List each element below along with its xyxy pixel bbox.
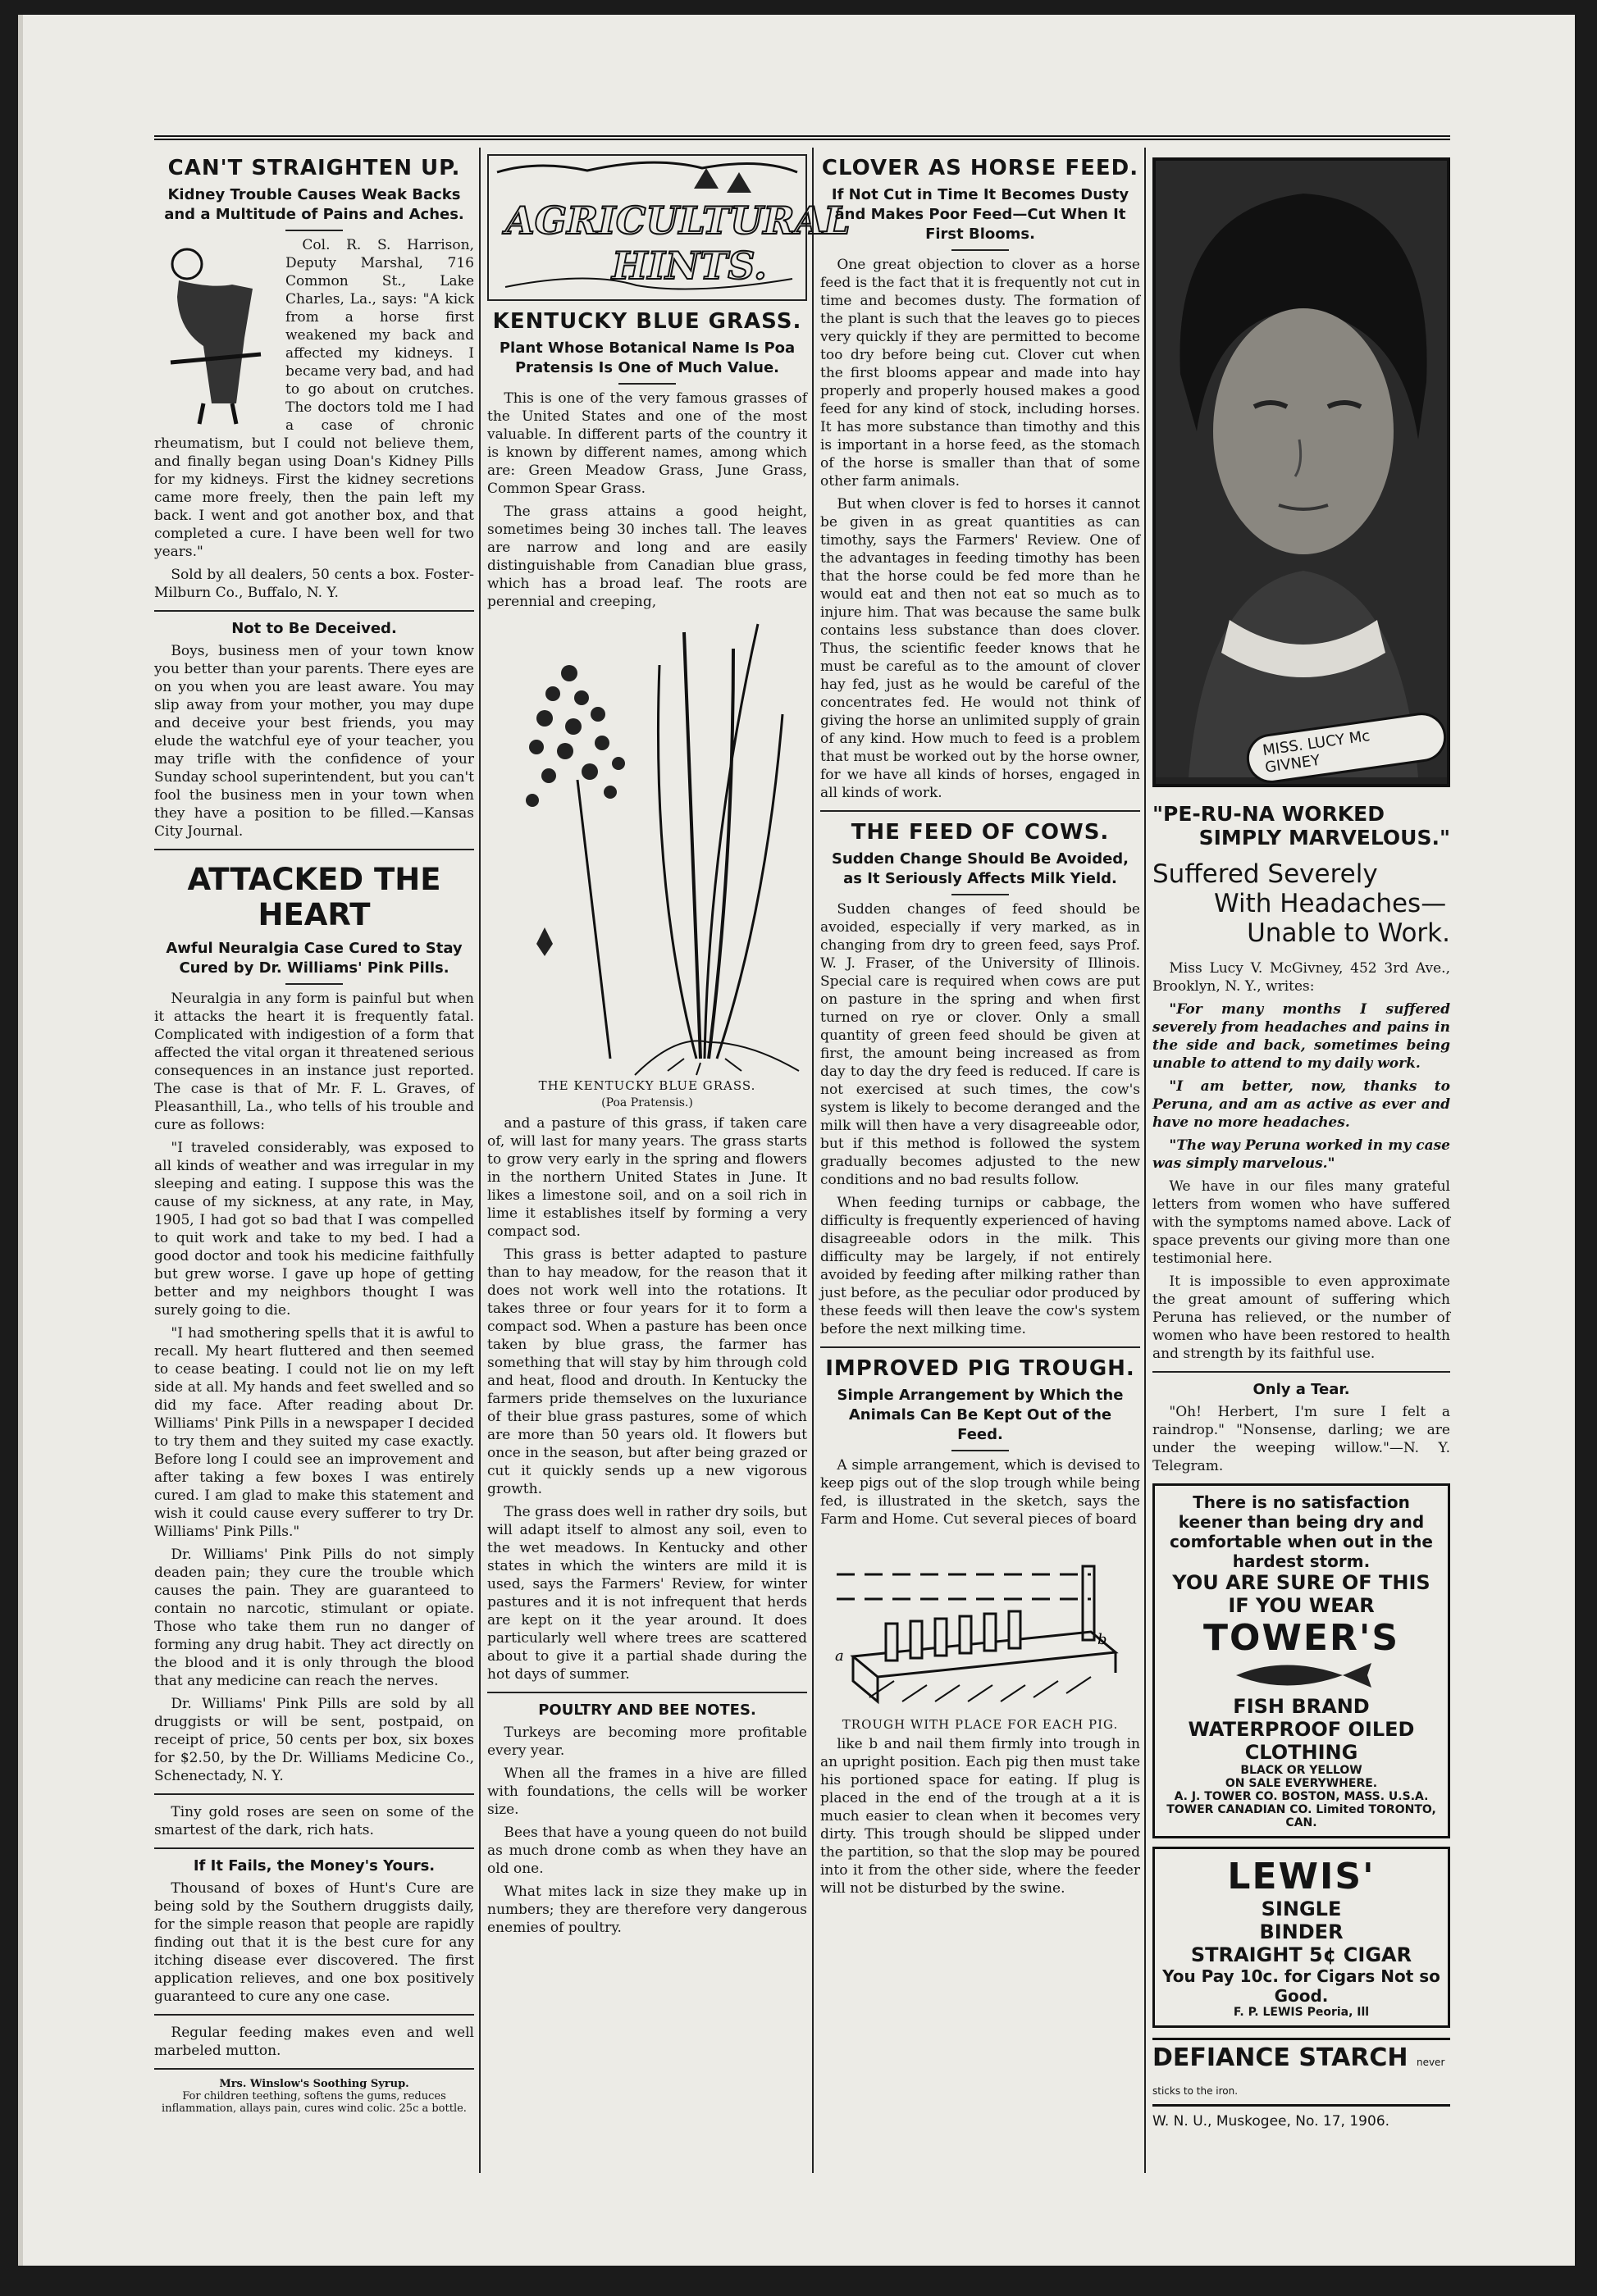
pig-trough-illustration — [820, 1533, 1140, 1714]
product-name: BINDER — [1259, 1920, 1344, 1943]
item-text: Tiny gold roses are seen on some of the smartest of the dark, rich hats. — [154, 1804, 474, 1838]
article-title: CAN'T STRAIGHTEN UP. — [167, 156, 461, 180]
divider — [154, 1847, 474, 1849]
ad-slogan: You Pay 10c. for Cigars Not so Good. — [1162, 1966, 1440, 2006]
product-name: SINGLE — [1261, 1897, 1342, 1920]
ad-paragraph: Dr. Williams' Pink Pills are sold by all druggists or will be sent, postpaid, on receipt of price, 50 cents per box, six boxes for $2.50, by the Dr. Williams Medicine Co., Schenectady, N. Y. — [154, 1696, 474, 1784]
company-name: A. J. TOWER CO. BOSTON, MASS. U.S.A. TOWER CANADIAN CO. Limited TORONTO, CAN. — [1166, 1790, 1436, 1829]
agricultural-hints-logo — [487, 154, 851, 301]
portrait-photo — [1152, 157, 1450, 787]
ad-subheadline: Suffered Severely — [1152, 859, 1378, 889]
article-subtitle: If Not Cut in Time It Becomes Dusty and Makes Poor Feed—Cut When It First Blooms. — [831, 186, 1129, 243]
divider — [1152, 1371, 1450, 1373]
article-subtitle: Simple Arrangement by Which the Animals Can Be Kept Out of the Feed. — [837, 1387, 1124, 1443]
column-2 — [487, 148, 851, 2173]
ad-paragraph: Miss Lucy V. McGivney, 452 3rd Ave., Brooklyn, N. Y., writes: — [1152, 960, 1450, 995]
ad-headline: SIMPLY MARVELOUS." — [1198, 826, 1450, 850]
figure-caption: THE KENTUCKY BLUE GRASS. — [538, 1078, 756, 1093]
ad-paragraph: Dr. Williams' Pink Pills do not simply deaden pain; they cure the trouble which causes the pain. They are guaranteed to contain no narcotic, stimulant or opiate. Those who take them run no danger of forming any drug habit. They act directly on the blood and it is only through the blood that any medicine can reach the nerves. — [154, 1547, 474, 1689]
column-rule — [479, 148, 481, 2173]
divider — [951, 894, 1009, 895]
defiance-starch-ad — [1152, 2038, 1450, 2107]
ad-subtitle: Awful Neuralgia Case Cured to Stay Cured by Dr. Williams' Pink Pills. — [166, 940, 463, 977]
logo-line-2: HINTS. — [612, 244, 767, 288]
ad-quote: "For many months I suffered severely from headaches and pains in the side and back, sometimes being unable to attend to my daily work. — [1152, 1001, 1450, 1072]
note-paragraph: Bees that have a young queen do not build as much drone comb as when they have an old one. — [487, 1824, 807, 1877]
article-paragraph: A simple arrangement, which is devised to keep pigs out of the slop trough while being fed, is illustrated in the sketch, says the Farm and Home. Cut several pieces of board — [820, 1457, 1140, 1528]
product-price: STRAIGHT 5¢ CIGAR — [1190, 1943, 1412, 1966]
article-paragraph: The grass attains a good height, sometimes being 30 inches tall. The leaves are narrow and long and are easily distinguishable from Canadian blue grass, which has a broad leaf. The roots are perennial and creeping, — [487, 503, 807, 610]
ad-title: Mrs. Winslow's Soothing Syrup. — [219, 2078, 409, 2090]
divider — [154, 2014, 474, 2016]
article-paragraph: When feeding turnips or cabbage, the difficulty is frequently experienced of having disagreeable odors in the milk. This difficulty may be largely, if not entirely avoided by feeding after milking rather than just before, as the peculiar odor produced by these feeds will then leave the cow's system before the next milking time. — [820, 1195, 1140, 1337]
item-text: Regular feeding makes even and well marbeled mutton. — [154, 2025, 474, 2059]
item-title: If It Fails, the Money's Yours. — [193, 1857, 436, 1875]
article-paragraph: This grass is better adapted to pasture than to hay meadow, for the reason that it does not work well into the rotations. It takes three or four years for it to form a compact sod. When a pasture has been once taken by blue grass, the farmer has something that will stay by him through cold and heat, flood and drouth. In Kentucky the farmers pride themselves on the luxuriance of their blue grass pastures, some of which are more than 50 years old. It flowers but once in the season, but after being grazed or cut it quickly sends up a new vigorous growth. — [487, 1246, 807, 1497]
ad-title: ATTACKED THE HEART — [187, 862, 441, 932]
divider — [951, 1450, 1009, 1451]
article-paragraph: Sudden changes of feed should be avoided, especially if very marked, as in changing from dry to green feed, says Prof. W. J. Fraser, of the University of Illinois. Special care is required when cows are put on pasture in the spring and when first turned on rye or clover. Only a small quantity of green feed should be given at first, the amount being increased as from day to day the dry feed is reduced. If care is not exercised at such times, the cow's system is likely to become deranged and the milk will then have a very disagreeable odor, but if this method is followed the system gradually becomes adjusted to the new conditions and no bad results follow. — [820, 901, 1140, 1188]
ad-headline: YOU ARE SURE OF THIS IF YOU WEAR — [1172, 1571, 1430, 1617]
note-paragraph: Turkeys are becoming more profitable every year. — [487, 1724, 807, 1759]
brand-name: LEWIS' — [1227, 1856, 1376, 1897]
column-rule — [812, 148, 814, 2173]
article-title: THE FEED OF COWS. — [851, 820, 1110, 845]
figure-subcaption: (Poa Pratensis.) — [601, 1096, 693, 1109]
ad-note: never sticks to the iron. — [1152, 2057, 1445, 2097]
article-subtitle: Plant Whose Botanical Name Is Poa Pratensis Is One of Much Value. — [499, 339, 796, 376]
figure-label-a: a — [835, 1647, 844, 1665]
article-title: KENTUCKY BLUE GRASS. — [492, 309, 802, 334]
column-4 — [1152, 148, 1450, 2173]
portrait-artwork — [1156, 161, 1447, 777]
fish-icon — [1220, 1659, 1384, 1692]
item-text: Thousand of boxes of Hunt's Cure are being sold by the Southern druggists daily, for the simple reason that people are rapidly finding out that it is the best cure for any itching disease ever discovered. The first application relieves, and one box positively guaranteed to cure any one case. — [154, 1880, 474, 2005]
divider — [285, 230, 343, 231]
ad-headline: "PE-RU-NA WORKED — [1152, 802, 1385, 826]
ad-subheadline: With Headaches— — [1214, 889, 1447, 918]
article-paragraph: But when clover is fed to horses it cannot be given in as great quantities as can timothy, says the Farmers' Review. One of the advantages in feeding timothy has been that the horse could be fed more than he would eat and then not eat so much as to injure him. That was because the same bulk contains less substance than does clover. Thus, the scientific feeder knows that he must be careful as to the amount of clover hay fed, just as he would be careful of the concentrates fed. He would not think of giving the horse an unlimited supply of grain of any kind. How much to feed is a problem that must be worked out by the horse owner, for we have all kinds of horses, engaged in all kinds of work. — [820, 496, 1140, 801]
ad-subheadline: Unable to Work. — [1247, 918, 1450, 948]
publication-imprint: W. N. U., Muskogee, No. 17, 1906. — [1152, 2113, 1390, 2130]
divider — [820, 1346, 1140, 1348]
divider — [154, 610, 474, 612]
item-text: "Oh! Herbert, I'm sure I felt a raindrop." "Nonsense, darling; we are under the weeping willow."—N. Y. Telegram. — [1152, 1404, 1450, 1474]
article-paragraph: Sold by all dealers, 50 cents a box. Foster-Milburn Co., Buffalo, N. Y. — [154, 567, 474, 601]
ad-headline: There is no satisfaction keener than being dry and comfortable when out in the hardest storm. — [1170, 1492, 1433, 1571]
section-title: POULTRY AND BEE NOTES. — [538, 1702, 756, 1719]
article-paragraph: The grass does well in rather dry soils, but will adapt itself to almost any soil, even to the wet meadows. In Kentucky and other states in which the winters are mild it is used, says the Farmers' Review, for winter pastures and it is not infrequent that herds are kept on it the year around. It does particularly well where trees are scattered about to give it a partial shade during the hot days of summer. — [487, 1504, 807, 1683]
article-paragraph: This is one of the very famous grasses of the United States and one of the most valuable. In different parts of the country it is known by different names, among which are: Green Meadow Grass, June Grass, Common Spear Grass. — [487, 390, 807, 497]
item-title: Not to Be Deceived. — [231, 620, 397, 637]
article-paragraph: and a pasture of this grass, if taken care of, will last for many years. The grass starts to grow very early in the spring and flowers in the northern United States in June. It likes a limestone soil, and on a soil rich in lime it establishes itself by forming a very compact sod. — [487, 1115, 807, 1240]
article-subtitle: Sudden Change Should Be Avoided, as It Seriously Affects Milk Yield. — [831, 850, 1129, 887]
ad-paragraph: We have in our files many grateful letters from women who have suffered with the symptoms named above. Lack of space prevents our giving more than one testimonial here. — [1152, 1178, 1450, 1267]
logo-line-1: AGRICULTURAL — [505, 198, 851, 243]
column-1 — [154, 148, 474, 2173]
divider — [951, 249, 1009, 251]
divider — [285, 983, 343, 985]
man-with-bad-back-illustration — [154, 239, 277, 428]
divider — [154, 1793, 474, 1795]
product-colors: BLACK OR YELLOW — [1240, 1764, 1362, 1777]
divider — [154, 2068, 474, 2070]
divider — [487, 1692, 807, 1693]
divider — [618, 383, 676, 385]
towers-fish-brand-ad — [1152, 1483, 1450, 1838]
note-paragraph: When all the frames in a hive are filled with foundations, the cells will be worker size. — [487, 1765, 807, 1818]
article-title: CLOVER AS HORSE FEED. — [821, 156, 1139, 180]
note-paragraph: What mites lack in size they make up in numbers; they are therefore very dangerous enemies of poultry. — [487, 1884, 807, 1936]
ad-paragraph: "I had smothering spells that it is awful to recall. My heart fluttered and then seemed to cease beating. I could not lie on my left side at all. My hands and feet swelled and so did my face. After reading about Dr. Williams' Pink Pills in a newspaper I decided to try them and they suited my case exactly. Before long I could see an improvement and after taking a few boxes I was entirely cured. I am glad to make this statement and wish it could cause every sufferer to try Dr. Williams' Pink Pills." — [154, 1325, 474, 1540]
product-availability: ON SALE EVERYWHERE. — [1225, 1777, 1378, 1790]
column-3 — [820, 148, 1140, 2173]
figure-label-b: b — [1097, 1631, 1107, 1648]
brand-name: DEFIANCE STARCH — [1152, 2043, 1408, 2072]
article-paragraph: like b and nail them firmly into trough in an upright position. Each pig then must take his portioned space for eating. If plug is placed in the end of the trough at a it is much easier to clean when it becomes very dirty. This trough should be slipped under the partition, so that the slop may be poured into it from the other side, where the feeder will not be disturbed by the swine. — [820, 1736, 1140, 1897]
article-subtitle: Kidney Trouble Causes Weak Backs and a Multitude of Pains and Aches. — [164, 186, 464, 223]
ad-quote: "I am better, now, thanks to Peruna, and am as active as ever and have no more headaches. — [1152, 1078, 1450, 1131]
company-name: F. P. LEWIS Peoria, Ill — [1233, 2006, 1370, 2019]
lewis-cigar-ad — [1152, 1847, 1450, 2028]
portrait-name-banner: MISS. LUCY Mc GIVNEY — [1243, 709, 1449, 786]
item-title: Only a Tear. — [1253, 1381, 1350, 1398]
item-text: Boys, business men of your town know you better than your parents. There eyes are on you when you are least aware. You may slip away from your mother, you may dupe and deceive your best friends, you may elude the watchful eye of your teacher, you may trifle with the confidence of your Sunday school superintendent, but you can't fool the business men in your town when they have a position to be filled.—Kansas City Journal. — [154, 643, 474, 840]
ad-paragraph: "I traveled considerably, was exposed to all kinds of weather and was irregular in my sleeping and eating. I suppose this was the cause of my sickness, at any rate, in May, 1905, I had got so bad that I was compelled to quit work and take to my bed. I had a good doctor and took his medicine faithfully but grew worse. I gave up hope of getting better and my neighbors thought I was surely going to die. — [154, 1140, 474, 1319]
ad-text: For children teething, softens the gums, reduces inflammation, allays pain, cures wind colic. 25c a bottle. — [162, 2090, 467, 2115]
brand-name: TOWER'S — [1202, 1617, 1400, 1659]
article-paragraph: Col. R. S. Harrison, Deputy Marshal, 716 Common St., Lake Charles, La., says: "A kick from a horse first weakened my back and affected my kidneys. I became very bad, and had to go about on crutches. The doctors told me I had a case of chronic rheumatism, but I could not believe them, and finally began using Doan's Kidney Pills for my kidneys. First the kidney secretions came more freely, then the pain left my back. I went and got another box, and that completed a cure. I have been well for two years." — [154, 237, 474, 560]
divider — [820, 810, 1140, 812]
divider — [154, 849, 474, 850]
kentucky-blue-grass-illustration — [487, 616, 807, 1075]
figure-caption: TROUGH WITH PLACE FOR EACH PIG. — [842, 1717, 1119, 1732]
column-rule — [1144, 148, 1146, 2173]
top-rule — [154, 135, 1450, 140]
article-title: IMPROVED PIG TROUGH. — [825, 1356, 1135, 1381]
ad-quote: "The way Peruna worked in my case was simply marvelous." — [1152, 1137, 1450, 1172]
product-name: WATERPROOF OILED CLOTHING — [1188, 1718, 1415, 1764]
article-paragraph: One great objection to clover as a horse feed is the fact that it is frequently not cut in time and becomes dusty. The formation of the plant is such that the leaves go to pieces very quickly if they are permitted to become too dry before being cut. Clover cut when the first blooms appear and made into hay properly and properly housed makes a good feed for any kind of stock, including horses. It has more substance than timothy and this is important in a horse feed, as the stomach of the horse is smaller than that of some other farm animals. — [820, 257, 1140, 490]
brand-name: FISH BRAND — [1233, 1695, 1370, 1718]
ad-paragraph: Neuralgia in any form is painful but when it attacks the heart it is frequently fatal. Complicated with indigestion of a form that affected the vital organ it threatened serious consequences in an instance just reported. The case is that of Mr. F. L. Graves, of Pleasanthill, La., who tells of his trouble and cure as follows: — [154, 991, 474, 1133]
logo-artwork — [489, 156, 851, 296]
ad-paragraph: It is impossible to even approximate the great amount of suffering which Peruna has relieved, or the number of women who have been restored to health and strength by its faithful use. — [1152, 1273, 1450, 1362]
